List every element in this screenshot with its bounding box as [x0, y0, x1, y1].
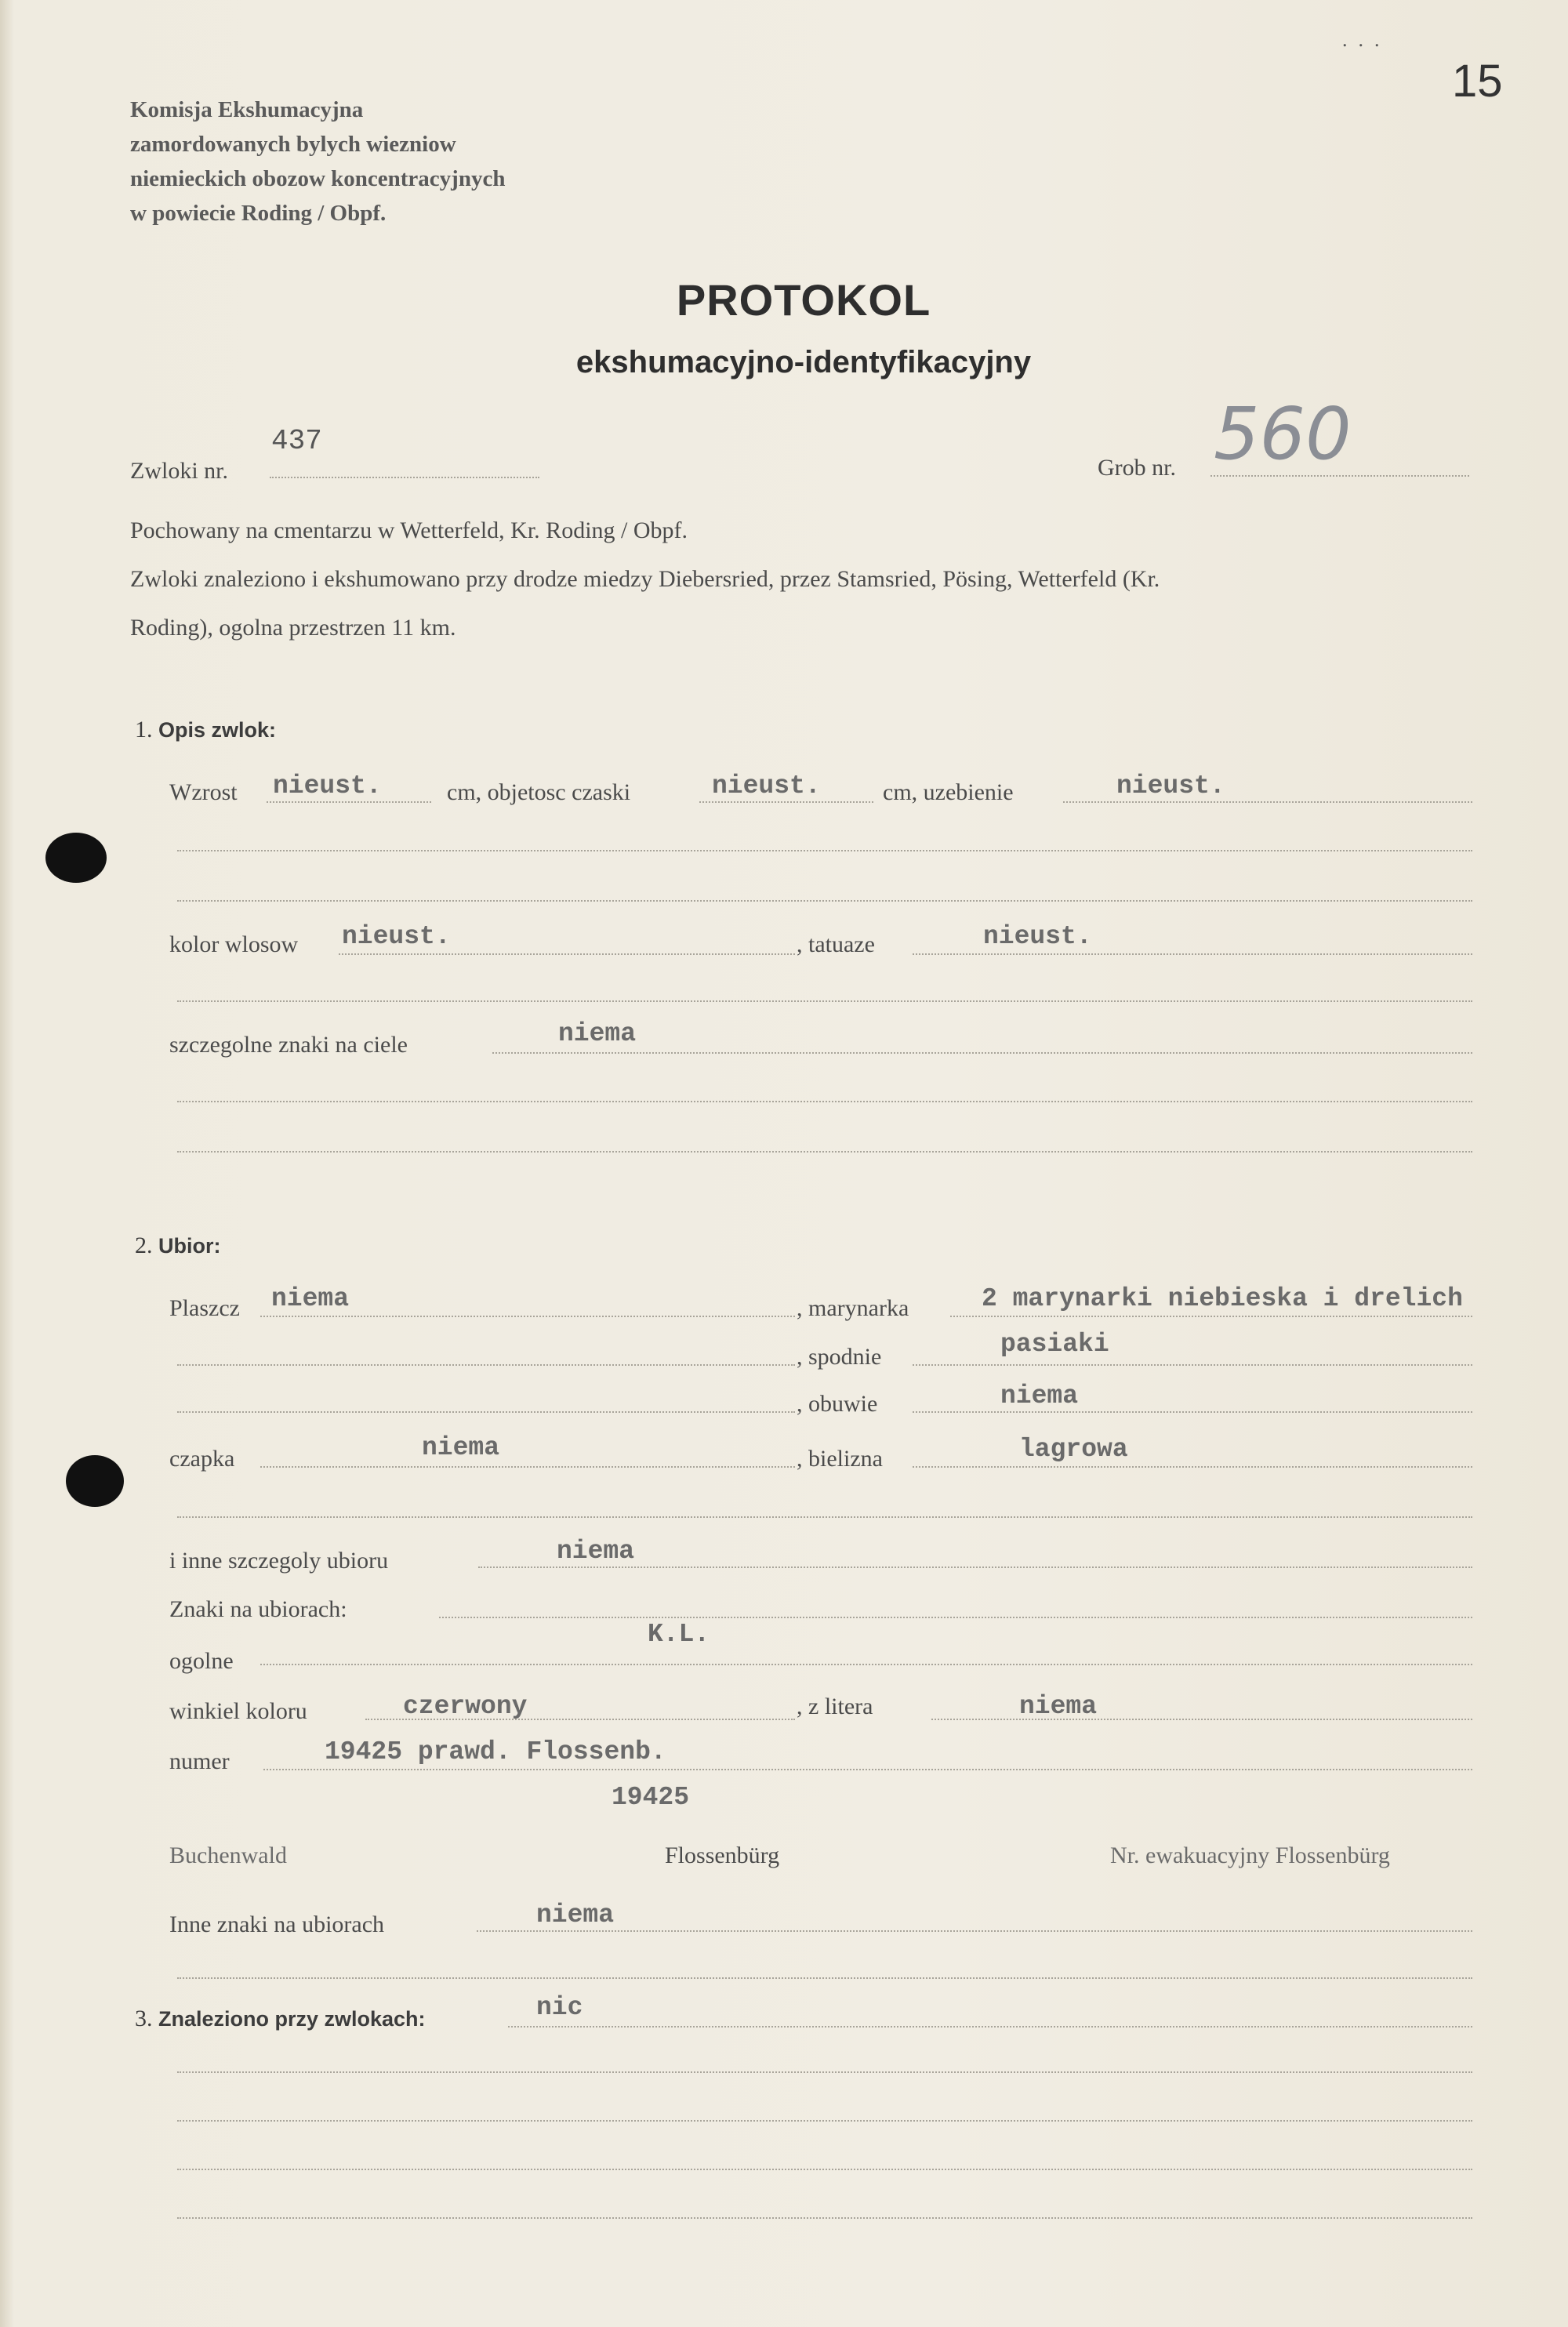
numer-line	[263, 1769, 1472, 1770]
numer-value: 19425 prawd. Flossenb.	[325, 1737, 666, 1766]
inne-znaki-value: niema	[536, 1900, 615, 1929]
bielizna-value: lagrowa	[1019, 1435, 1128, 1464]
section-3-value: nic	[536, 1993, 583, 2022]
section-1-heading	[135, 717, 276, 743]
buchenwald-label: Buchenwald	[169, 1842, 287, 1868]
burial-line-2: Zwloki znaleziono i ekshumowano przy drodze miedzy Diebersried, przez Stamsried, Pösing, Wetterfeld (Kr.	[130, 566, 1160, 592]
zwloki-line	[270, 477, 539, 478]
obuwie-value: niema	[1000, 1381, 1079, 1410]
punch-hole-top	[45, 833, 107, 883]
marynarka-value: 2 marynarki niebieska i drelich	[982, 1284, 1463, 1313]
marynarka-label: , marynarka	[797, 1295, 909, 1321]
litera-label: , z litera	[797, 1694, 873, 1719]
page-number: 15	[1452, 56, 1503, 107]
blank-line	[177, 1000, 1472, 1002]
kolor-label: kolor wlosow	[169, 931, 299, 957]
kolor-line	[339, 953, 795, 955]
nr-ewakuacyjny-label: Nr. ewakuacyjny Flossenbürg	[1110, 1842, 1390, 1868]
section-2-number: 2.	[135, 1232, 153, 1258]
uzebienie-line	[1063, 801, 1472, 803]
inne-szczegoly-line	[478, 1566, 1472, 1568]
litera-line	[931, 1719, 1472, 1720]
znaki-cialo-line	[492, 1052, 1472, 1054]
marynarka-line	[950, 1316, 1472, 1317]
section-1-number: 1.	[135, 717, 153, 742]
section-3-heading	[135, 2006, 426, 2032]
blank-line	[177, 1411, 795, 1413]
plaszcz-line	[260, 1316, 795, 1317]
blank-line	[177, 1101, 1472, 1102]
blank-line	[177, 850, 1472, 851]
corner-dots: ...	[1342, 28, 1391, 51]
header-line-3: niemieckich obozow koncentracyjnych	[130, 166, 506, 191]
blank-line	[439, 1617, 1472, 1618]
inne-szczegoly-label: i inne szczegoly ubioru	[169, 1548, 389, 1574]
blank-line	[177, 1977, 1472, 1979]
litera-value: niema	[1019, 1692, 1098, 1721]
bielizna-line	[913, 1466, 1472, 1468]
flossenburg-label: Flossenbürg	[665, 1842, 780, 1868]
cm-czaszka-label: cm, objetosc czaski	[447, 779, 631, 805]
punch-hole-bottom	[66, 1455, 124, 1507]
spodnie-line	[913, 1364, 1472, 1366]
winkiel-label: winkiel koloru	[169, 1698, 307, 1724]
burial-line-1: Pochowany na cmentarzu w Wetterfeld, Kr. Roding / Obpf.	[130, 517, 688, 543]
section-3-title: Znaleziono przy zwlokach:	[158, 2007, 426, 2031]
cm-uzebienie-label: cm, uzebienie	[883, 779, 1014, 805]
grob-label: Grob nr.	[1098, 455, 1176, 481]
wzrost-label: Wzrost	[169, 779, 238, 805]
section-3-line	[508, 2026, 1472, 2028]
ogolne-value: K.L.	[648, 1620, 710, 1649]
tatuaze-line	[913, 953, 1472, 955]
inne-znaki-label: Inne znaki na ubiorach	[169, 1911, 385, 1937]
ogolne-label: ogolne	[169, 1648, 234, 1674]
zwloki-label: Zwloki nr.	[130, 458, 228, 484]
znaki-cialo-value: niema	[558, 1019, 637, 1048]
obuwie-label: , obuwie	[797, 1391, 878, 1417]
znaki-ubiorach-label: Znaki na ubiorach:	[169, 1596, 347, 1622]
blank-line	[177, 1151, 1472, 1153]
bielizna-label: , bielizna	[797, 1446, 883, 1472]
spodnie-value: pasiaki	[1000, 1330, 1109, 1359]
czapka-label: czapka	[169, 1446, 235, 1472]
section-3-number: 3.	[135, 2006, 153, 2031]
header-line-4: w powiecie Roding / Obpf.	[130, 201, 387, 226]
uzebienie-value: nieust.	[1116, 771, 1225, 800]
wzrost-value: nieust.	[273, 771, 382, 800]
czapka-line	[260, 1466, 795, 1468]
document-title: PROTOKOL	[676, 275, 931, 325]
plaszcz-label: Plaszcz	[169, 1295, 240, 1321]
blank-line	[177, 2217, 1472, 2219]
czapka-value: niema	[422, 1433, 500, 1462]
section-1-title: Opis zwlok:	[158, 718, 277, 742]
blank-line	[177, 1516, 1472, 1518]
document-subtitle: ekshumacyjno-identyfikacyjny	[575, 345, 1032, 379]
section-2-title: Ubior:	[158, 1234, 221, 1258]
znaki-cialo-label: szczegolne znaki na ciele	[169, 1032, 408, 1058]
plaszcz-value: niema	[271, 1284, 350, 1313]
zwloki-value: 437	[271, 425, 322, 457]
numer-value-2: 19425	[612, 1783, 690, 1812]
blank-line	[177, 1364, 795, 1366]
blank-line	[177, 2169, 1472, 2170]
blank-line	[177, 2120, 1472, 2122]
inne-szczegoly-value: niema	[557, 1537, 635, 1566]
grob-value: 560	[1214, 392, 1352, 476]
czaszka-value: nieust.	[712, 771, 821, 800]
kolor-value: nieust.	[342, 922, 451, 951]
tatuaze-value: nieust.	[983, 922, 1092, 951]
header-line-1: Komisja Ekshumacyjna	[130, 97, 364, 122]
blank-line	[177, 2071, 1472, 2073]
blank-line	[177, 900, 1472, 902]
header-line-2: zamordowanych bylych wiezniow	[130, 132, 456, 157]
inne-znaki-line	[477, 1930, 1472, 1932]
ogolne-line	[260, 1664, 1472, 1665]
burial-line-3: Roding), ogolna przestrzen 11 km.	[130, 615, 456, 641]
winkiel-value: czerwony	[403, 1692, 528, 1721]
numer-label: numer	[169, 1748, 230, 1774]
tatuaze-label: , tatuaze	[797, 931, 875, 957]
spodnie-label: , spodnie	[797, 1344, 882, 1370]
czaszka-line	[699, 801, 873, 803]
obuwie-line	[913, 1411, 1472, 1413]
section-2-heading	[135, 1232, 220, 1259]
wzrost-line	[267, 801, 431, 803]
